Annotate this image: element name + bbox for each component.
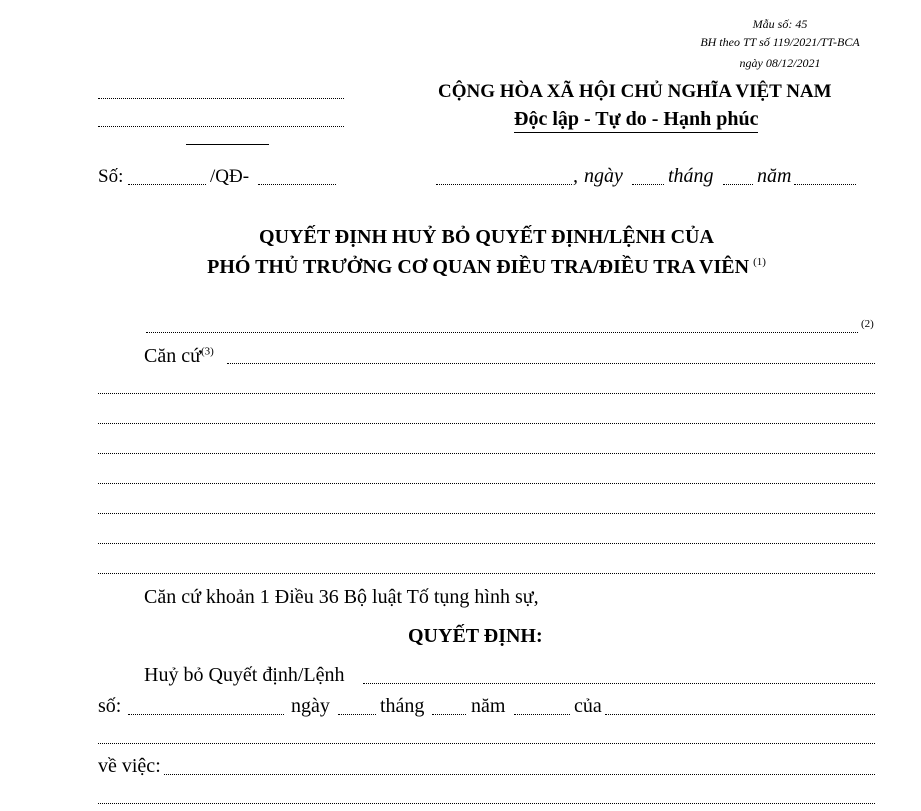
form-issue-date: ngày 08/12/2021 bbox=[739, 56, 821, 70]
form-issued-by: BH theo TT số 119/2021/TT-BCA bbox=[700, 35, 860, 49]
cancel-target-field[interactable] bbox=[363, 683, 875, 684]
decision-number-field[interactable] bbox=[128, 714, 284, 715]
qd-suffix-field[interactable] bbox=[258, 184, 336, 185]
basis-line-4[interactable] bbox=[98, 483, 875, 484]
qd-label: /QĐ- bbox=[210, 166, 250, 187]
doc-number-field[interactable] bbox=[128, 184, 206, 185]
subject-label: về việc: bbox=[98, 755, 161, 777]
agency-line-1[interactable] bbox=[98, 98, 344, 99]
basis-line-6[interactable] bbox=[98, 543, 875, 544]
basis-line-5[interactable] bbox=[98, 513, 875, 514]
country-name: CỘNG HÒA XÃ HỘI CHỦ NGHĨA VIỆT NAM bbox=[438, 81, 832, 102]
subject-line-2[interactable] bbox=[98, 803, 875, 804]
agency-underline bbox=[186, 144, 269, 145]
can-cu-field[interactable] bbox=[227, 363, 875, 364]
motto-text: Độc lập - Tự do - Hạnh phúc bbox=[514, 108, 759, 130]
decision-day-field[interactable] bbox=[338, 714, 376, 715]
day-label: ngày bbox=[584, 165, 623, 187]
day-field[interactable] bbox=[632, 184, 664, 185]
basis-line-1[interactable] bbox=[98, 393, 875, 394]
doc-number-label: Số: bbox=[98, 166, 124, 187]
month-field[interactable] bbox=[723, 184, 753, 185]
subject-field[interactable] bbox=[164, 774, 875, 775]
note-3: (3) bbox=[200, 345, 214, 358]
title-line-1: QUYẾT ĐỊNH HUỶ BỎ QUYẾT ĐỊNH/LỆNH CỦA bbox=[259, 226, 714, 248]
decision-year-label: năm bbox=[471, 695, 506, 717]
basis-line-3[interactable] bbox=[98, 453, 875, 454]
title-line-2 bbox=[0, 256, 921, 279]
issuer-line-2[interactable] bbox=[98, 743, 875, 744]
authority-field[interactable] bbox=[146, 332, 858, 333]
basis-line-2[interactable] bbox=[98, 423, 875, 424]
form-meta bbox=[655, 14, 905, 73]
can-cu-text: Căn cứ bbox=[144, 345, 201, 367]
decision-heading: QUYẾT ĐỊNH: bbox=[408, 625, 543, 647]
note-1: (1) bbox=[753, 256, 766, 269]
decision-day-label: ngày bbox=[291, 695, 330, 717]
agency-line-2[interactable] bbox=[98, 126, 344, 127]
form-number: Mẫu số: 45 bbox=[752, 17, 808, 31]
month-label: tháng bbox=[668, 165, 714, 187]
year-label: năm bbox=[757, 165, 792, 187]
decision-month-field[interactable] bbox=[432, 714, 466, 715]
note-2: (2) bbox=[861, 318, 874, 330]
cancel-text: Huỷ bỏ Quyết định/Lệnh bbox=[144, 664, 345, 686]
title-line-2-text: PHÓ THỦ TRƯỞNG CƠ QUAN ĐIỀU TRA/ĐIỀU TRA VIÊN bbox=[207, 256, 750, 278]
legal-basis: Căn cứ khoản 1 Điều 36 Bộ luật Tố tụng hình sự, bbox=[144, 586, 539, 608]
decision-number-label: số: bbox=[98, 695, 122, 717]
decision-issuer-field[interactable] bbox=[605, 714, 875, 715]
basis-line-7[interactable] bbox=[98, 573, 875, 574]
decision-year-field[interactable] bbox=[514, 714, 570, 715]
decision-month-label: tháng bbox=[380, 695, 425, 717]
date-separator: , bbox=[573, 165, 578, 187]
motto bbox=[514, 108, 758, 133]
can-cu-label bbox=[144, 345, 214, 368]
decision-issuer-label: của bbox=[574, 695, 602, 717]
year-field[interactable] bbox=[794, 184, 856, 185]
place-field[interactable] bbox=[436, 184, 572, 185]
